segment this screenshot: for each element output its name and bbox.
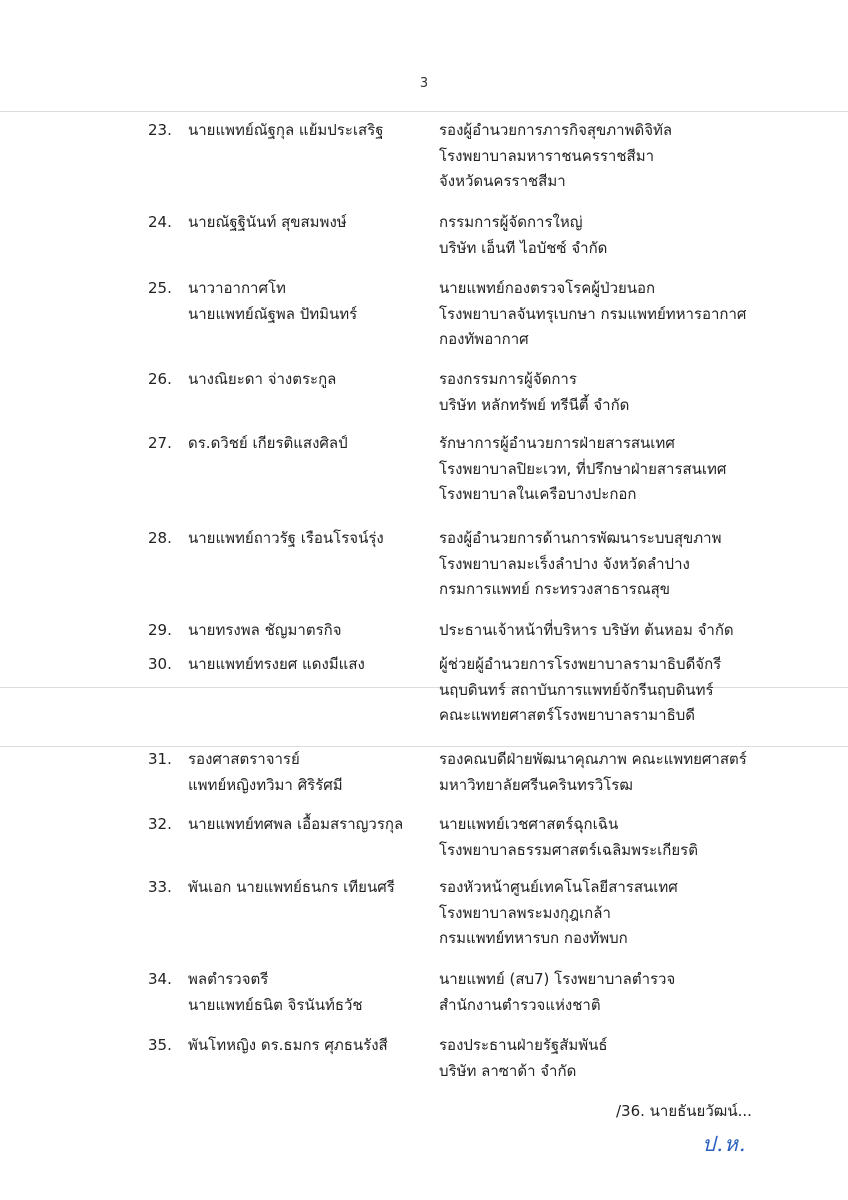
entry-number: 26. bbox=[148, 370, 172, 388]
entry-number: 23. bbox=[148, 121, 172, 139]
entry-position-line: รองผู้อำนวยการภารกิจสุขภาพดิจิทัล bbox=[439, 121, 673, 139]
entry-position bbox=[439, 210, 769, 261]
entry-name bbox=[188, 652, 433, 678]
entry-name-line: นายณัฐฐินันท์ สุขสมพงษ์ bbox=[188, 213, 347, 231]
entry-name-line: นายแพทย์ทศพล เอื้อมสราญวรกุล bbox=[188, 815, 404, 833]
entry-position bbox=[439, 1033, 769, 1084]
entry-position-line: นายแพทย์ (สบ7) โรงพยาบาลตำรวจ bbox=[439, 970, 676, 988]
entry-position-line: รองคณบดีฝ่ายพัฒนาคุณภาพ คณะแพทยศาสตร์ bbox=[439, 750, 747, 768]
entry-name-line: นางณิยะดา จ่างตระกูล bbox=[188, 370, 337, 388]
entry-name-line: แพทย์หญิงทวิมา ศิริรัศมี bbox=[188, 775, 343, 794]
entry-position bbox=[439, 276, 769, 353]
entry-position bbox=[439, 431, 769, 508]
entry-position bbox=[439, 618, 769, 644]
entry-name bbox=[188, 1033, 433, 1059]
entry-name-line: นายแพทย์ธนิต จิรนันท์ธวัช bbox=[188, 995, 363, 1014]
entry-position-line: สำนักงานตำรวจแห่งชาติ bbox=[439, 995, 601, 1014]
entry-name-line: พลตำรวจตรี bbox=[188, 970, 269, 988]
entry-number: 29. bbox=[148, 621, 172, 639]
signature-initials: ป.ห. bbox=[702, 1132, 747, 1156]
entry-position-line: นายแพทย์เวชศาสตร์ฉุกเฉิน bbox=[439, 815, 619, 833]
entry-number: 33. bbox=[148, 878, 172, 896]
entry-position-line: คณะแพทยศาสตร์โรงพยาบาลรามาธิบดี bbox=[439, 706, 696, 724]
entry-position bbox=[439, 526, 769, 603]
entry-number: 27. bbox=[148, 434, 172, 452]
entry-number: 30. bbox=[148, 655, 172, 673]
entry-number: 32. bbox=[148, 815, 172, 833]
entry-number: 31. bbox=[148, 750, 172, 768]
entry-name bbox=[188, 526, 433, 552]
entry-name bbox=[188, 431, 433, 457]
entry-name-line: ดร.ดวิชย์ เกียรติแสงศิลป์ bbox=[188, 434, 348, 452]
entry-name bbox=[188, 967, 433, 1018]
entry-position-line: บริษัท หลักทรัพย์ ทรีนีตี้ จำกัด bbox=[439, 395, 630, 414]
entry-position-line: บริษัท เอ็นที ไอบัชซ์ จำกัด bbox=[439, 238, 608, 257]
entry-position-line: โรงพยาบาลมหาราชนครราชสีมา bbox=[439, 146, 655, 165]
entry-position bbox=[439, 118, 769, 195]
continuation-text: /36. นายธันยวัฒน์... bbox=[616, 1102, 752, 1120]
entry-position-line: โรงพยาบาลในเครือบางปะกอก bbox=[439, 485, 637, 503]
entry-position-line: กองทัพอากาศ bbox=[439, 330, 529, 348]
entry-name-line: นายแพทย์ณัฐพล ปัทมินทร์ bbox=[188, 304, 358, 323]
entry-position-line: มหาวิทยาลัยศรีนครินทรวิโรฒ bbox=[439, 775, 633, 794]
entry-position bbox=[439, 967, 769, 1018]
entry-name bbox=[188, 747, 433, 798]
top-divider bbox=[0, 111, 848, 112]
entry-position-line: บริษัท ลาซาด้า จำกัด bbox=[439, 1061, 577, 1080]
entry-name-line: พันโทหญิง ดร.ธมกร ศุภธนรังสี bbox=[188, 1036, 388, 1054]
entry-position-line: โรงพยาบาลจันทรุเบกษา กรมแพทย์ทหารอากาศ bbox=[439, 304, 747, 323]
entry-name bbox=[188, 618, 433, 644]
entry-position-line: ผู้ช่วยผู้อำนวยการโรงพยาบาลรามาธิบดีจักรี bbox=[439, 655, 722, 673]
entry-number: 24. bbox=[148, 213, 172, 231]
entry-name-line: รองศาสตราจารย์ bbox=[188, 750, 300, 768]
entry-position-line: โรงพยาบาลมะเร็งลำปาง จังหวัดลำปาง bbox=[439, 554, 690, 573]
entry-position-line: โรงพยาบาลธรรมศาสตร์เฉลิมพระเกียรติ bbox=[439, 840, 698, 859]
entry-position-line: ประธานเจ้าหน้าที่บริหาร บริษัท ต้นหอม จำกัด bbox=[439, 621, 734, 639]
entry-position-line: กรมแพทย์ทหารบก กองทัพบก bbox=[439, 929, 628, 947]
entry-position bbox=[439, 652, 769, 729]
entry-name bbox=[188, 276, 433, 327]
entry-name bbox=[188, 118, 433, 144]
entry-name bbox=[188, 875, 433, 901]
entry-position bbox=[439, 747, 769, 798]
entry-number: 28. bbox=[148, 529, 172, 547]
entry-name-line: นายแพทย์ถาวรัฐ เรือนโรจน์รุ่ง bbox=[188, 529, 384, 547]
entry-position-line: รองประธานฝ่ายรัฐสัมพันธ์ bbox=[439, 1036, 608, 1054]
entry-position-line: จังหวัดนครราชสีมา bbox=[439, 172, 566, 190]
entry-position bbox=[439, 812, 769, 863]
entry-position-line: กรมการแพทย์ กระทรวงสาธารณสุข bbox=[439, 580, 671, 598]
page-number: 3 bbox=[419, 76, 429, 91]
entry-name-line: นายแพทย์ทรงยศ แดงมีแสง bbox=[188, 655, 365, 673]
entry-position-line: รองหัวหน้าศูนย์เทคโนโลยีสารสนเทศ bbox=[439, 878, 678, 896]
entry-name-line: นายทรงพล ชัญมาตรกิจ bbox=[188, 621, 342, 639]
entry-name bbox=[188, 210, 433, 236]
entry-name bbox=[188, 367, 433, 393]
entry-position-line: นฤบดินทร์ สถาบันการแพทย์จักรีนฤบดินทร์ bbox=[439, 680, 714, 699]
entry-position-line: โรงพยาบาลพระมงกุฎเกล้า bbox=[439, 903, 611, 922]
entry-position-line: รองกรรมการผู้จัดการ bbox=[439, 370, 577, 388]
entry-position-line: นายแพทย์กองตรวจโรคผู้ป่วยนอก bbox=[439, 279, 656, 297]
entry-position bbox=[439, 367, 769, 418]
entry-name-line: นาวาอากาศโท bbox=[188, 279, 286, 297]
entry-number: 34. bbox=[148, 970, 172, 988]
entry-position-line: โรงพยาบาลปิยะเวท, ที่ปรึกษาฝ่ายสารสนเทศ bbox=[439, 459, 727, 478]
entry-number: 25. bbox=[148, 279, 172, 297]
entry-position-line: กรรมการผู้จัดการใหญ่ bbox=[439, 213, 583, 231]
entry-number: 35. bbox=[148, 1036, 172, 1054]
entry-position bbox=[439, 875, 769, 952]
entry-name-line: พันเอก นายแพทย์ธนกร เทียนศรี bbox=[188, 878, 395, 896]
entry-position-line: รักษาการผู้อำนวยการฝ่ายสารสนเทศ bbox=[439, 434, 675, 452]
entry-name-line: นายแพทย์ณัฐกุล แย้มประเสริฐ bbox=[188, 121, 384, 139]
entry-position-line: รองผู้อำนวยการด้านการพัฒนาระบบสุขภาพ bbox=[439, 529, 722, 547]
entry-name bbox=[188, 812, 433, 838]
